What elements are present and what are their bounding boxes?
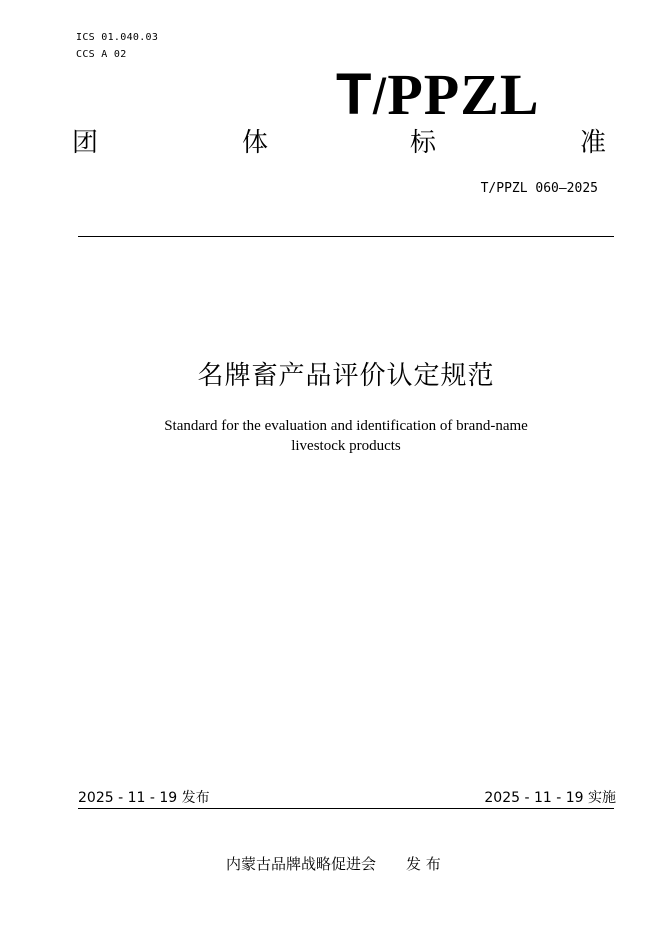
title-english	[0, 416, 662, 456]
logo-letter-t: T	[336, 62, 373, 127]
standard-type-char: 团	[72, 128, 99, 158]
logo-slash: /	[372, 69, 388, 125]
standard-logo	[336, 60, 586, 132]
title-english-line-2: livestock products	[291, 438, 401, 454]
standard-type-char: 准	[580, 128, 607, 158]
logo-text: PPZL	[387, 62, 540, 127]
title-english-line-1: Standard for the evaluation and identification of brand-name	[164, 418, 528, 434]
ics-code: ICS 01.040.03	[76, 32, 159, 43]
top-divider	[78, 236, 614, 237]
standard-type-char: 体	[242, 128, 269, 158]
bottom-divider	[78, 808, 614, 809]
publisher-action: 发 布	[406, 855, 441, 873]
effective-date: 2025 - 11 - 19 实施	[484, 790, 616, 806]
standard-type-char: 标	[410, 128, 437, 158]
issue-date: 2025 - 11 - 19 发布	[78, 790, 210, 806]
ccs-code: CCS A 02	[76, 49, 127, 60]
publisher-line	[226, 854, 441, 874]
title-chinese: 名牌畜产品评价认定规范	[197, 361, 495, 391]
publisher-name: 内蒙古品牌战略促进会	[226, 855, 377, 873]
document-number: T/PPZL 060—2025	[480, 181, 598, 196]
